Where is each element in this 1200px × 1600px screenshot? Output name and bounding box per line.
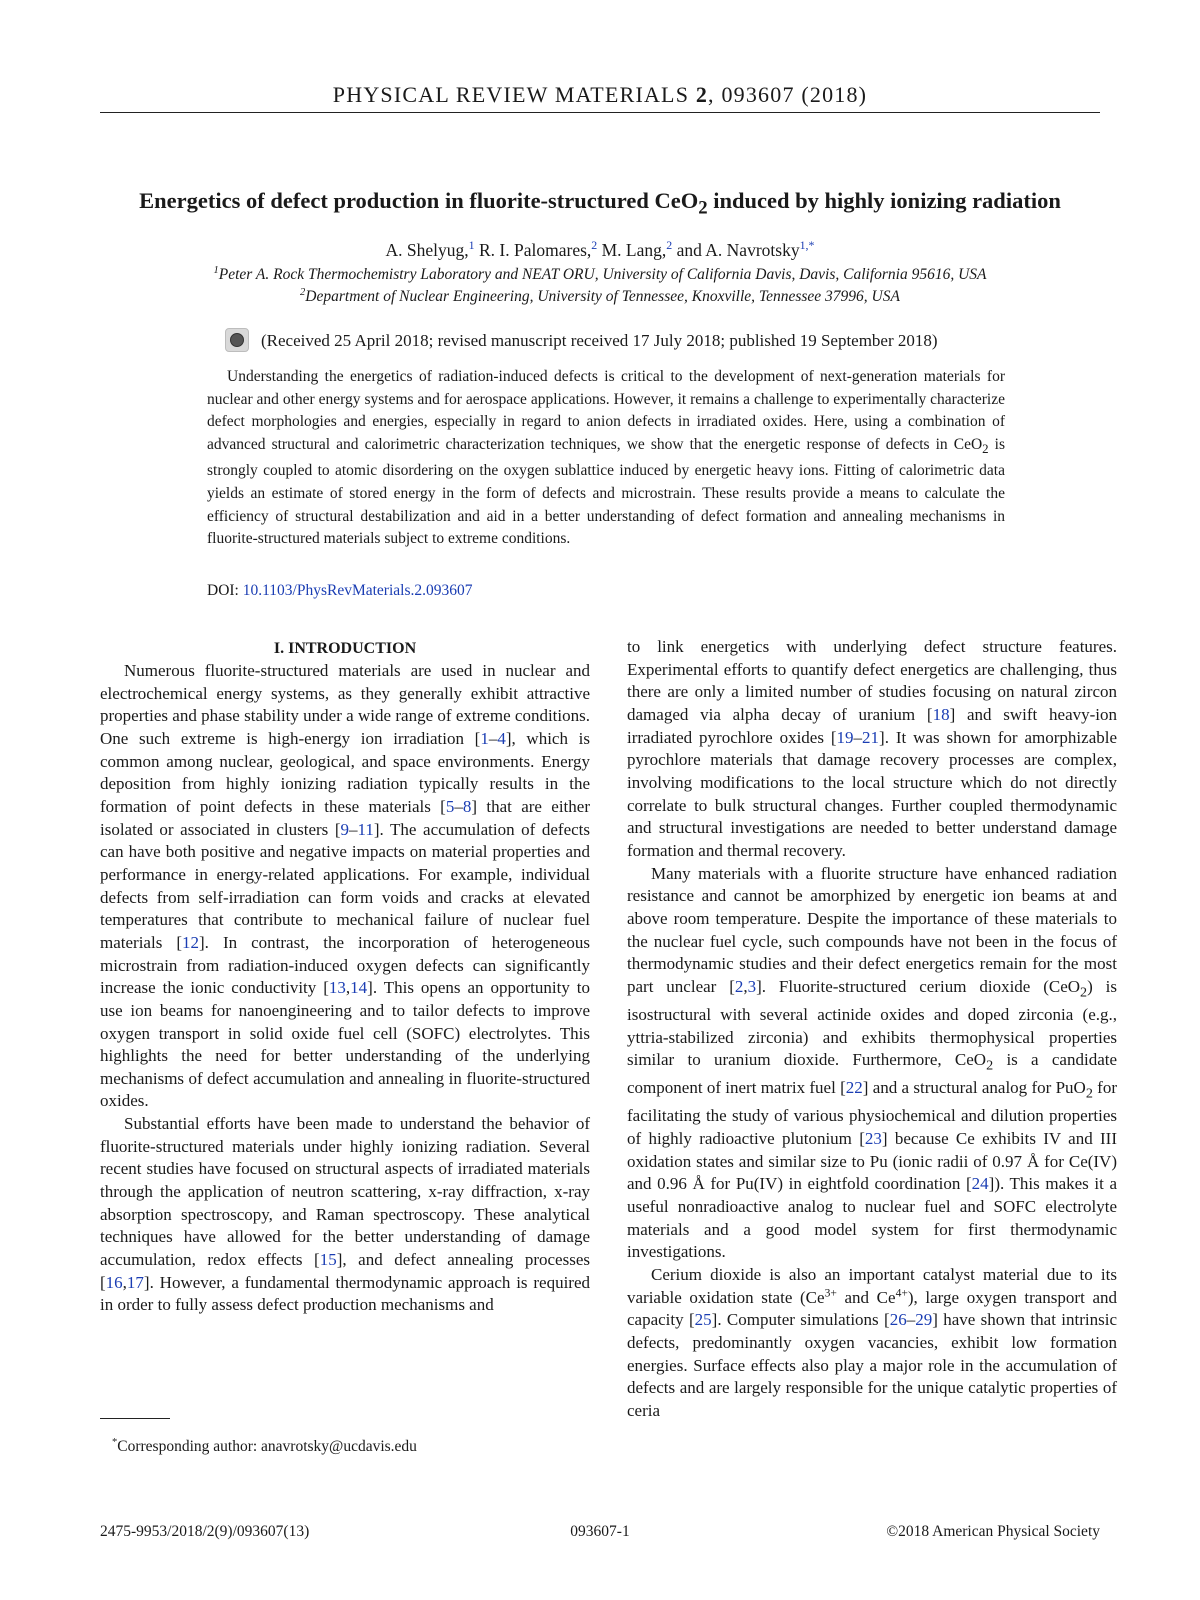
footnote-text: Corresponding author: anavrotsky@ucdavis.edu [117, 1438, 417, 1455]
citation-link[interactable]: 25 [694, 1310, 712, 1330]
author-affiliation-ref[interactable]: 1 [468, 238, 475, 253]
citation-link[interactable]: 19 [836, 727, 854, 747]
citation-link[interactable]: 11 [357, 819, 374, 839]
footnote-mark: * [112, 1436, 118, 1448]
paragraph: Many materials with a fluorite structure have enhanced radiation resistance and cannot be amorphized by energetic ion beams at and above room temperature. Despite the importance of these materials to the nuclear fuel cycle, such compounds have not been in the focus of thermodynamic studies and their defect energetics remain for the most part unclear [2,3]. Fluorite-structured cerium dioxide (CeO$_2$) is isostructural with several actinide oxides and doped zirconia (e.g., yttria-stabilized zirconia) and exhibits thermophysical properties similar to uranium dioxide. Furthermore, CeO$_2$ is a candidate component of inert matrix fuel [22] and a structural analog for PuO$_2$ for facilitating the study of various physiochemical and dilution properties of highly radioactive plutonium [23] because Ce exhibits IV and III oxidation states and similar size to Pu (ionic radii of 0.97 Å for Ce(IV) and 0.96 Å for Pu(IV) in eightfold coordination [24]). This makes it a useful nonradioactive analog to nuclear fuel and SOFC electrolyte materials and a good model system for first thermodynamic investigations. [627, 863, 1118, 1262]
doi-label: DOI: [207, 582, 243, 599]
author-affiliation-ref[interactable]: 2 [591, 238, 598, 253]
citation-link[interactable]: 4 [497, 728, 506, 748]
citation-link[interactable]: 21 [862, 727, 880, 747]
citation-link[interactable]: 14 [350, 978, 368, 998]
journal-header [100, 82, 1100, 108]
footer-page-number: 093607-1 [570, 1523, 630, 1540]
affiliation-number: 2 [300, 286, 306, 298]
journal-citation: , 093607 (2018) [708, 82, 868, 107]
citation-link[interactable]: 12 [182, 932, 199, 952]
paragraph: Numerous fluorite-structured materials are used in nuclear and electrochemical energy systems, as they generally exhibit attractive properties and phase stability under a wide range of extreme conditions. One such extreme is high-energy ion irradiation [1–4], which is common among nuclear, geological, and space environments. Energy deposition from highly ionizing radiation typically results in the formation of point defects in these materials [5–8] that are either isolated or associated in clusters [9–11]. The accumulation of defects can have both positive and negative impacts on material properties and performance in energy-related applications. For example, individual defects from self-irradiation can form voids and cracks at elevated temperatures that contribute to mechanical failure of nuclear fuel materials [12]. In contrast, the incorporation of heterogeneous microstrain from radiation-induced oxygen defects can significantly increase the ionic conductivity [13,14]. This opens an opportunity to use ion beams for nanoengineering and to tailor defects to improve oxygen transport in solid oxide fuel cell (SOFC) electrolytes. This highlights the need for better understanding of the underlying mechanisms of defect accumulation and annealing in fluorite-structured oxides. [100, 661, 591, 1111]
author-name[interactable]: and A. Navrotsky [672, 240, 800, 260]
citation-link[interactable]: 16 [105, 1272, 123, 1292]
title-text-end: induced by highly ionizing radiation [707, 188, 1061, 213]
body-column-right [627, 636, 1117, 1422]
title-subscript: 2 [698, 197, 708, 219]
abstract-subscript: 2 [982, 440, 989, 456]
crossmark-icon[interactable] [225, 328, 249, 352]
paragraph: to link energetics with underlying defect structure features. Experimental efforts to quantify defect energetics are challenging, thus there are only a limited number of studies focusing on natural zircon damaged via alpha decay of uranium [18] and swift heavy-ion irradiated pyrochlore oxides [19–21]. It was shown for amorphizable pyrochlore materials that damage recovery processes are complex, involving modifications to the local structure which do not directly correlate to bulk structural changes. Further coupled thermodynamic and structural investigations are needed to better understand damage formation and thermal recovery. [627, 637, 1118, 860]
footer-copyright: ©2018 American Physical Society [886, 1523, 1100, 1540]
body-column-left [100, 660, 590, 1317]
doi-link[interactable]: 10.1103/PhysRevMaterials.2.093607 [242, 582, 473, 599]
footnote [112, 1438, 417, 1456]
header-rule [100, 112, 1100, 113]
footnote-rule [100, 1418, 170, 1419]
citation-link[interactable]: 22 [845, 1078, 863, 1098]
citation-link[interactable]: 9 [340, 819, 349, 839]
publication-history [225, 330, 1025, 354]
doi-line [207, 582, 473, 600]
citation-link[interactable]: 17 [126, 1272, 144, 1292]
affiliation-text: Peter A. Rock Thermochemistry Laboratory and NEAT ORU, University of California Davis, Davis, California 95616, USA [218, 266, 987, 283]
journal-name: PHYSICAL REVIEW MATERIALS [332, 82, 690, 107]
author-affiliation-ref[interactable]: 2 [666, 238, 673, 253]
affiliation-2 [60, 288, 1140, 306]
citation-link[interactable]: 18 [932, 704, 950, 724]
abstract-text: Understanding the energetics of radiation-induced defects is critical to the development of next-generation materials for nuclear and other energy systems and for aerospace applications. However, it remains a challenge to experimentally characterize defect morphologies and energies, especially in regard to anion defects in irradiated oxides. Here, using a combination of advanced structural and calorimetric characterization techniques, we show that the energetic response of defects in CeO [207, 368, 1005, 453]
citation-link[interactable]: 2 [734, 976, 744, 996]
footer-issn: 2475-9953/2018/2(9)/093607(13) [100, 1523, 310, 1540]
paragraph: Substantial efforts have been made to understand the behavior of fluorite-structured materials under highly ionizing radiation. Several recent studies have focused on structural aspects of irradiated materials through the application of neutron scattering, x-ray diffraction, x-ray absorption spectroscopy, and Raman spectroscopy. These analytical techniques have allowed for the better understanding of damage accumulation, redox effects [15], and defect annealing processes [16,17]. However, a fundamental thermodynamic approach is required in order to fully assess defect production mechanisms and [100, 1114, 590, 1315]
citation-link[interactable]: 15 [319, 1250, 337, 1270]
abstract [207, 366, 1005, 551]
citation-link[interactable]: 1 [480, 728, 489, 748]
history-text: (Received 25 April 2018; revised manuscript received 17 July 2018; published 19 September 2018) [261, 330, 938, 350]
title-text: Energetics of defect production in fluorite-structured CeO [139, 188, 699, 213]
paper-title [60, 188, 1140, 220]
abstract-text-end: is strongly coupled to atomic disordering on the oxygen sublattice induced by energetic heavy ions. Fitting of calorimetric data yields an estimate of stored energy in the form of defects and microstrain. These results provide a means to calculate the efficiency of structural destabilization and aid in a better understanding of defect formation and annealing mechanisms in fluorite-structured materials subject to extreme conditions. [207, 435, 1005, 548]
journal-volume: 2 [695, 82, 709, 107]
citation-link[interactable]: 13 [328, 978, 346, 998]
citation-link[interactable]: 24 [971, 1174, 989, 1194]
section-heading: I. INTRODUCTION [273, 640, 417, 657]
citation-link[interactable]: 8 [462, 796, 472, 816]
citation-link[interactable]: 26 [889, 1310, 907, 1330]
affiliation-1 [60, 266, 1140, 284]
citation-link[interactable]: 29 [915, 1310, 933, 1330]
author-name[interactable]: R. I. Palomares, [474, 240, 592, 260]
citation-link[interactable]: 23 [864, 1128, 882, 1148]
author-name[interactable]: M. Lang, [597, 240, 667, 260]
citation-link[interactable]: 5 [445, 796, 455, 816]
affiliation-text: Department of Nuclear Engineering, University of Tennessee, Knoxville, Tennessee 37996, USA [305, 288, 900, 305]
author-list [100, 240, 1100, 261]
author-name[interactable]: A. Shelyug, [385, 240, 469, 260]
affiliation-number: 1 [213, 264, 219, 276]
paragraph: Cerium dioxide is also an important catalyst material due to its variable oxidation state ($Ce^{3+}$ and $Ce^{4+}$), large oxygen transport and capacity [25]. Computer simulations [26–29] have shown that intrinsic defects, predominantly oxygen vacancies, exhibit low formation energies. Surface effects also play a major role in the accumulation of defects and are largely responsible for the unique catalytic properties of ceria [627, 1264, 1117, 1420]
citation-link[interactable]: 3 [747, 976, 757, 996]
author-affiliation-ref[interactable]: 1,* [799, 238, 815, 253]
